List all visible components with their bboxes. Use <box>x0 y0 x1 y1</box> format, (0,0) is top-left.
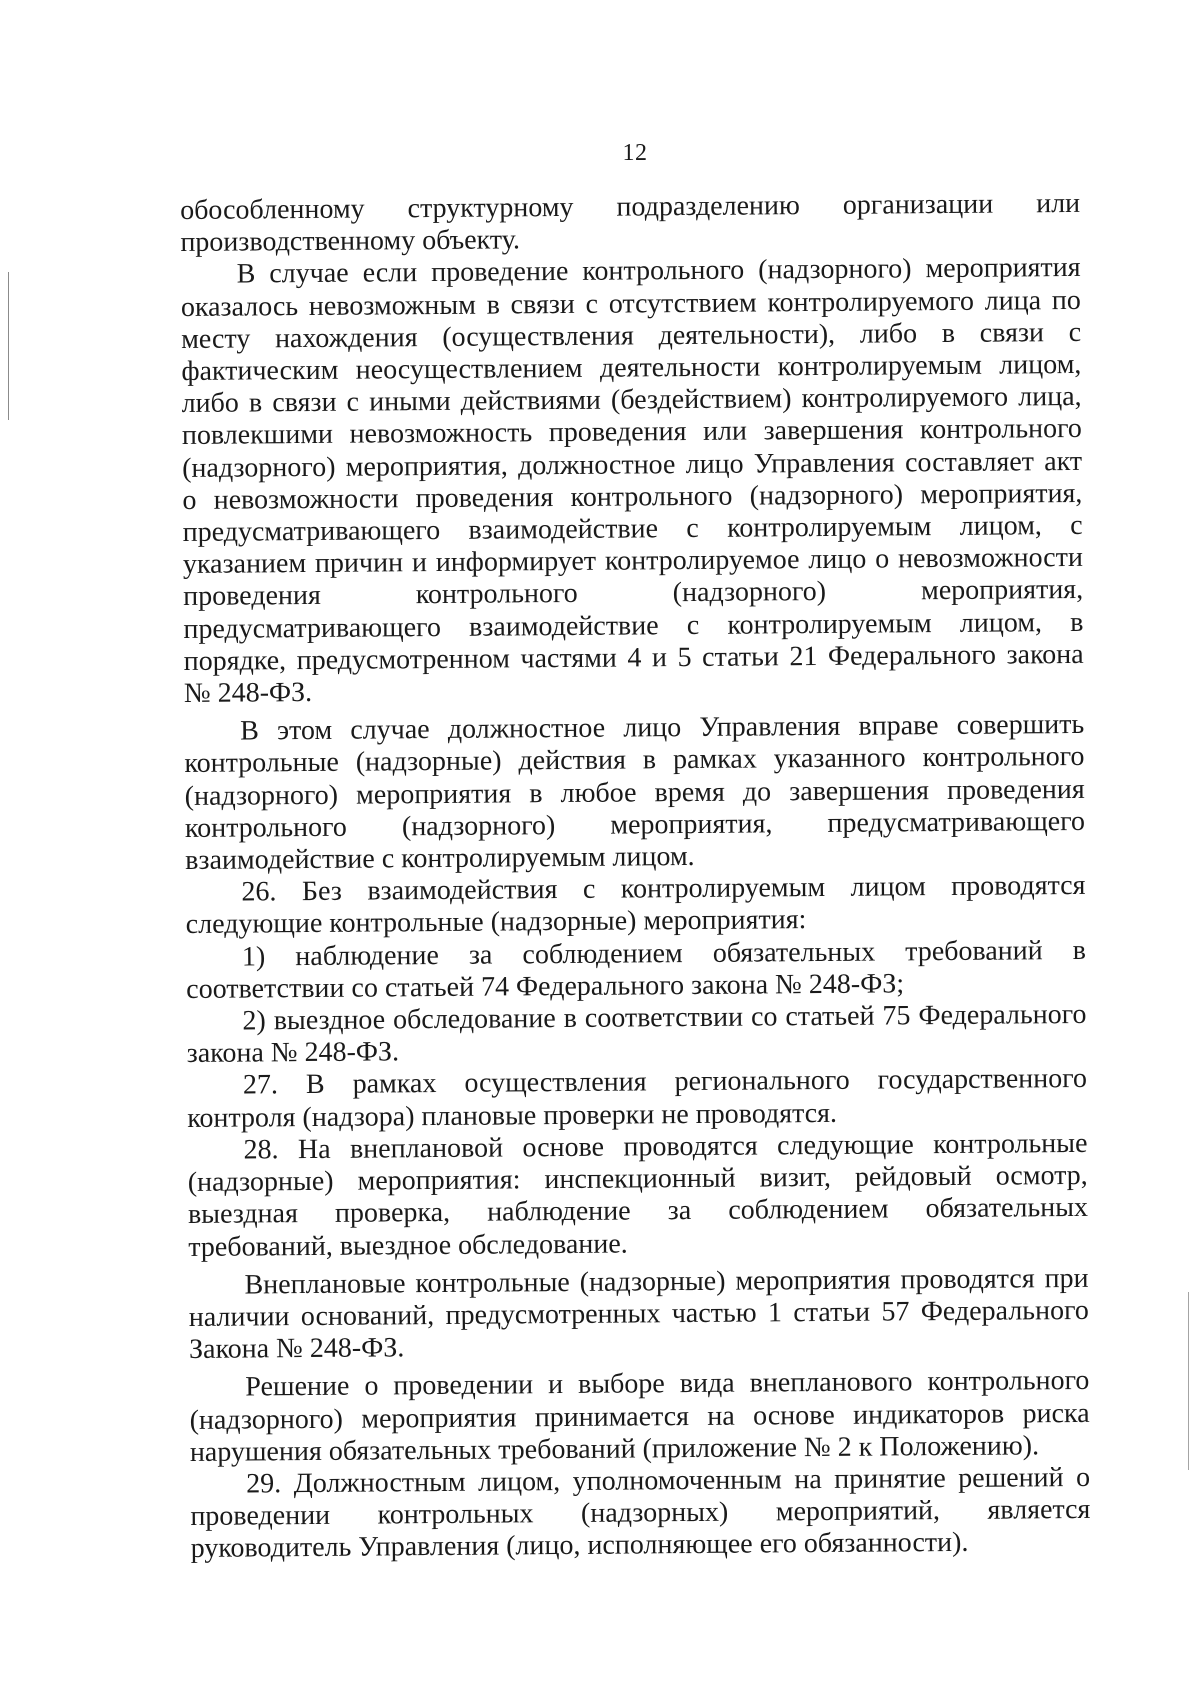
document-body <box>180 188 1091 1566</box>
scan-artifact-right <box>1188 1292 1189 1470</box>
paragraph: 2) выездное обследование в соответствии со статьей 75 Федерального закона № 248-ФЗ. <box>186 998 1087 1070</box>
page-number: 12 <box>622 140 648 166</box>
paragraph: 1) наблюдение за соблюдением обязательных требований в соответствии со статьей 74 Федерального закона № 248-ФЗ; <box>186 934 1087 1005</box>
paragraph: 29. Должностным лицом, уполномоченным на принятие решений о проведении контрольных (надзорных) мероприятий, является руководитель Управления (лицо, исполняющее его обязанности). <box>190 1461 1091 1565</box>
paragraph: Внеплановые контрольные (надзорные) мероприятия проводятся при наличии оснований, предусмотренных частью 1 статьи 57 Федерального Закона № 248-ФЗ. <box>188 1262 1089 1366</box>
paragraph: 27. В рамках осуществления регионального государственного контроля (надзора) плановые проверки не проводятся. <box>187 1063 1088 1134</box>
paragraph: 26. Без взаимодействия с контролируемым лицом проводятся следующие контрольные (надзорные) мероприятия: <box>185 870 1086 941</box>
paragraph: обособленному структурному подразделению организации или производственному объекту. <box>180 187 1081 259</box>
paragraph: Решение о проведении и выборе вида внепланового контрольного (надзорного) мероприятия принимается на основе индикаторов риска нарушения обязательных требований (приложение № 2 к Положению). <box>189 1365 1090 1468</box>
scan-artifact-left <box>8 272 9 420</box>
paragraph: В этом случае должностное лицо Управления вправе совершить контрольные (надзорные) действия в рамках указанного контрольного (надзорного) мероприятия в любое время до завершения проведения контрольного (надзорного) мероприятия, предусматривающего взаимодействие с контролируемым лицом. <box>184 709 1086 877</box>
paragraph: В случае если проведение контрольного (надзорного) мероприятия оказалось невозможным в связи с отсутствием контролируемого лица по месту нахождения (осуществления деятельности), либо в связи с фактическим неосуществлением деятельности контролируемым лицом, либо в связи с иными действиями (бездействием) контролируемого лица, повлекшими невозможность проведения или завершения контрольного (надзорного) мероприятия, должностное лицо Управления составляет акт о невозможности проведения контрольного (надзорного) мероприятия, предусматривающего взаимодействие с контролируемым лицом, с указанием причин и информирует контролируемое лицо о невозможности проведения контрольного (надзорного) мероприятия, предусматривающего взаимодействие с контролируемым лицом, в порядке, предусмотренном частями 4 и 5 статьи 21 Федерального закона № 248-ФЗ. <box>180 252 1084 710</box>
paragraph: 28. На внеплановой основе проводятся следующие контрольные (надзорные) мероприятия: инспекционный визит, рейдовый осмотр, выездная проверка, наблюдение за соблюдением обязательных требований, выездное обследование. <box>187 1127 1089 1263</box>
